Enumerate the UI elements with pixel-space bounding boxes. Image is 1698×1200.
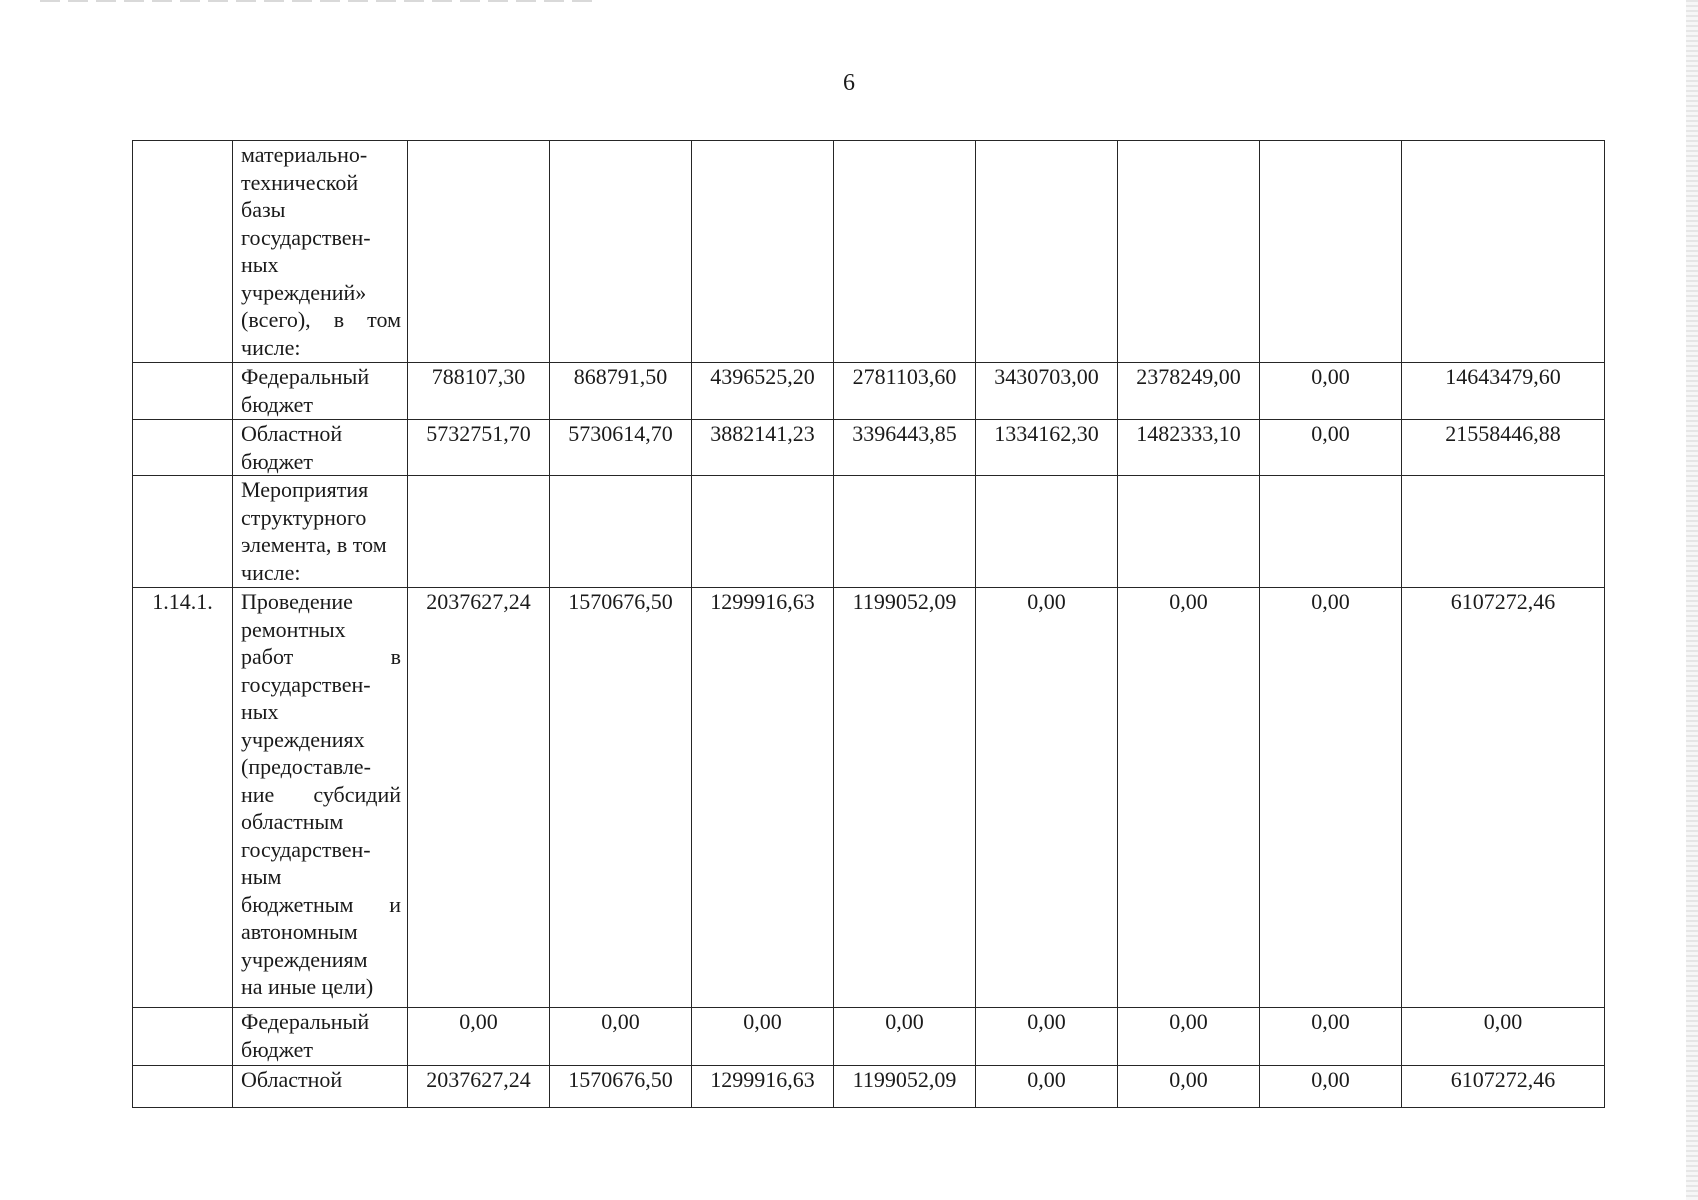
row-value-cell: 1482333,10	[1118, 420, 1260, 476]
row-name-line: учреждений»	[241, 279, 367, 305]
row-name-line: Проведение	[241, 589, 353, 614]
row-name-line: базы	[241, 197, 286, 222]
row-name-cell	[233, 1066, 408, 1108]
row-total-cell: 6107272,46	[1402, 1066, 1605, 1108]
row-name-line: структурного	[241, 504, 367, 530]
row-name-line: автономным	[241, 919, 358, 944]
row-value-cell: 3396443,85	[834, 420, 976, 476]
row-name-line: бюджет	[241, 448, 313, 474]
row-name-line: учреждениях	[241, 726, 365, 752]
row-total-cell	[1402, 141, 1605, 363]
row-value-cell: 3882141,23	[692, 420, 834, 476]
row-name-line: ным	[241, 864, 282, 889]
row-name-line: ных	[241, 252, 279, 277]
row-value-cell: 1199052,09	[834, 1066, 976, 1108]
row-name-line: государствен-	[241, 224, 371, 250]
row-value-cell: 2037627,24	[408, 1066, 550, 1108]
table-row	[133, 588, 1605, 1008]
row-value-cell: 0,00	[1260, 420, 1402, 476]
row-value-cell	[1118, 476, 1260, 588]
row-value-cell: 4396525,20	[692, 363, 834, 420]
row-value-cell: 0,00	[550, 1008, 692, 1066]
table-row	[133, 420, 1605, 476]
row-value-cell: 0,00	[408, 1008, 550, 1066]
row-value-cell: 0,00	[976, 1008, 1118, 1066]
row-value-cell: 0,00	[1260, 1008, 1402, 1066]
table-body	[133, 141, 1605, 1108]
row-name-line: бюджет	[241, 1036, 313, 1062]
row-value-cell: 0,00	[976, 1066, 1118, 1108]
row-value-cell	[1260, 141, 1402, 363]
row-name-line: бюджетным и	[241, 891, 401, 917]
row-name-cell	[233, 363, 408, 420]
row-value-cell: 1334162,30	[976, 420, 1118, 476]
row-name-line: (предоставле-	[241, 754, 371, 779]
row-value-cell: 0,00	[976, 588, 1118, 1008]
table-row	[133, 363, 1605, 420]
row-name-line: ние субсидий	[241, 781, 401, 807]
row-name-line: учреждениям	[241, 946, 368, 972]
row-value-cell: 0,00	[1260, 363, 1402, 420]
row-value-cell: 0,00	[1118, 1008, 1260, 1066]
budget-table	[132, 140, 1605, 1108]
row-value-cell	[408, 476, 550, 588]
row-value-cell: 5732751,70	[408, 420, 550, 476]
row-value-cell	[976, 476, 1118, 588]
row-name-line: элемента, в том	[241, 532, 387, 557]
row-value-cell: 0,00	[1118, 588, 1260, 1008]
page-number: 6	[843, 70, 855, 96]
row-value-cell: 3430703,00	[976, 363, 1118, 420]
table-row	[133, 1066, 1605, 1108]
row-name-line: Областной	[241, 1067, 343, 1092]
row-name-line: работ в	[241, 644, 401, 669]
row-name-line: бюджет	[241, 391, 313, 417]
row-value-cell: 2378249,00	[1118, 363, 1260, 420]
row-value-cell: 1299916,63	[692, 588, 834, 1008]
row-value-cell: 1570676,50	[550, 1066, 692, 1108]
row-value-cell: 0,00	[692, 1008, 834, 1066]
row-total-cell: 21558446,88	[1402, 420, 1605, 476]
row-name-line: Областной	[241, 421, 343, 446]
row-name-line: областным	[241, 809, 344, 834]
table-row	[133, 141, 1605, 363]
row-value-cell	[550, 476, 692, 588]
table-row	[133, 476, 1605, 588]
scan-artifact-top	[40, 0, 600, 2]
row-total-cell: 6107272,46	[1402, 588, 1605, 1008]
row-value-cell	[1118, 141, 1260, 363]
row-value-cell	[976, 141, 1118, 363]
row-value-cell	[408, 141, 550, 363]
row-value-cell: 0,00	[1260, 588, 1402, 1008]
row-value-cell: 0,00	[834, 1008, 976, 1066]
row-value-cell: 1199052,09	[834, 588, 976, 1008]
row-number-cell	[133, 363, 233, 420]
row-name-line: на иные цели)	[241, 974, 374, 999]
row-name-cell	[233, 476, 408, 588]
row-name-line: государствен-	[241, 671, 371, 697]
row-value-cell: 2037627,24	[408, 588, 550, 1008]
row-name-line: (всего), в том	[241, 307, 401, 332]
row-name-line: Федеральный	[241, 364, 370, 389]
row-number-cell	[133, 1008, 233, 1066]
row-name-cell	[233, 141, 408, 363]
row-name-line: числе:	[241, 334, 301, 360]
row-name-cell	[233, 588, 408, 1008]
row-value-cell: 1570676,50	[550, 588, 692, 1008]
row-total-cell	[1402, 476, 1605, 588]
row-name-line: ремонтных	[241, 616, 346, 642]
row-value-cell: 788107,30	[408, 363, 550, 420]
row-value-cell: 1299916,63	[692, 1066, 834, 1108]
row-value-cell: 868791,50	[550, 363, 692, 420]
row-value-cell: 0,00	[1260, 1066, 1402, 1108]
row-value-cell	[692, 141, 834, 363]
scan-artifact-edge	[1686, 0, 1698, 1200]
row-value-cell	[834, 141, 976, 363]
row-number-cell	[133, 141, 233, 363]
row-name-cell	[233, 1008, 408, 1066]
row-name-line: технической	[241, 169, 359, 195]
row-number-cell: 1.14.1.	[133, 588, 233, 1008]
row-name-line: ных	[241, 699, 279, 724]
row-number-cell	[133, 420, 233, 476]
row-value-cell	[1260, 476, 1402, 588]
row-name-line: Федеральный	[241, 1009, 370, 1034]
row-name-line: числе:	[241, 559, 301, 585]
row-number-cell	[133, 476, 233, 588]
row-value-cell	[834, 476, 976, 588]
row-value-cell: 5730614,70	[550, 420, 692, 476]
row-value-cell: 0,00	[1118, 1066, 1260, 1108]
table-row	[133, 1008, 1605, 1066]
row-value-cell	[550, 141, 692, 363]
row-name-line: Мероприятия	[241, 477, 369, 502]
row-name-line: государствен-	[241, 836, 371, 862]
row-name-cell	[233, 420, 408, 476]
row-name-line: материально-	[241, 142, 368, 167]
row-total-cell: 14643479,60	[1402, 363, 1605, 420]
row-value-cell: 2781103,60	[834, 363, 976, 420]
row-total-cell: 0,00	[1402, 1008, 1605, 1066]
row-number-cell	[133, 1066, 233, 1108]
row-value-cell	[692, 476, 834, 588]
